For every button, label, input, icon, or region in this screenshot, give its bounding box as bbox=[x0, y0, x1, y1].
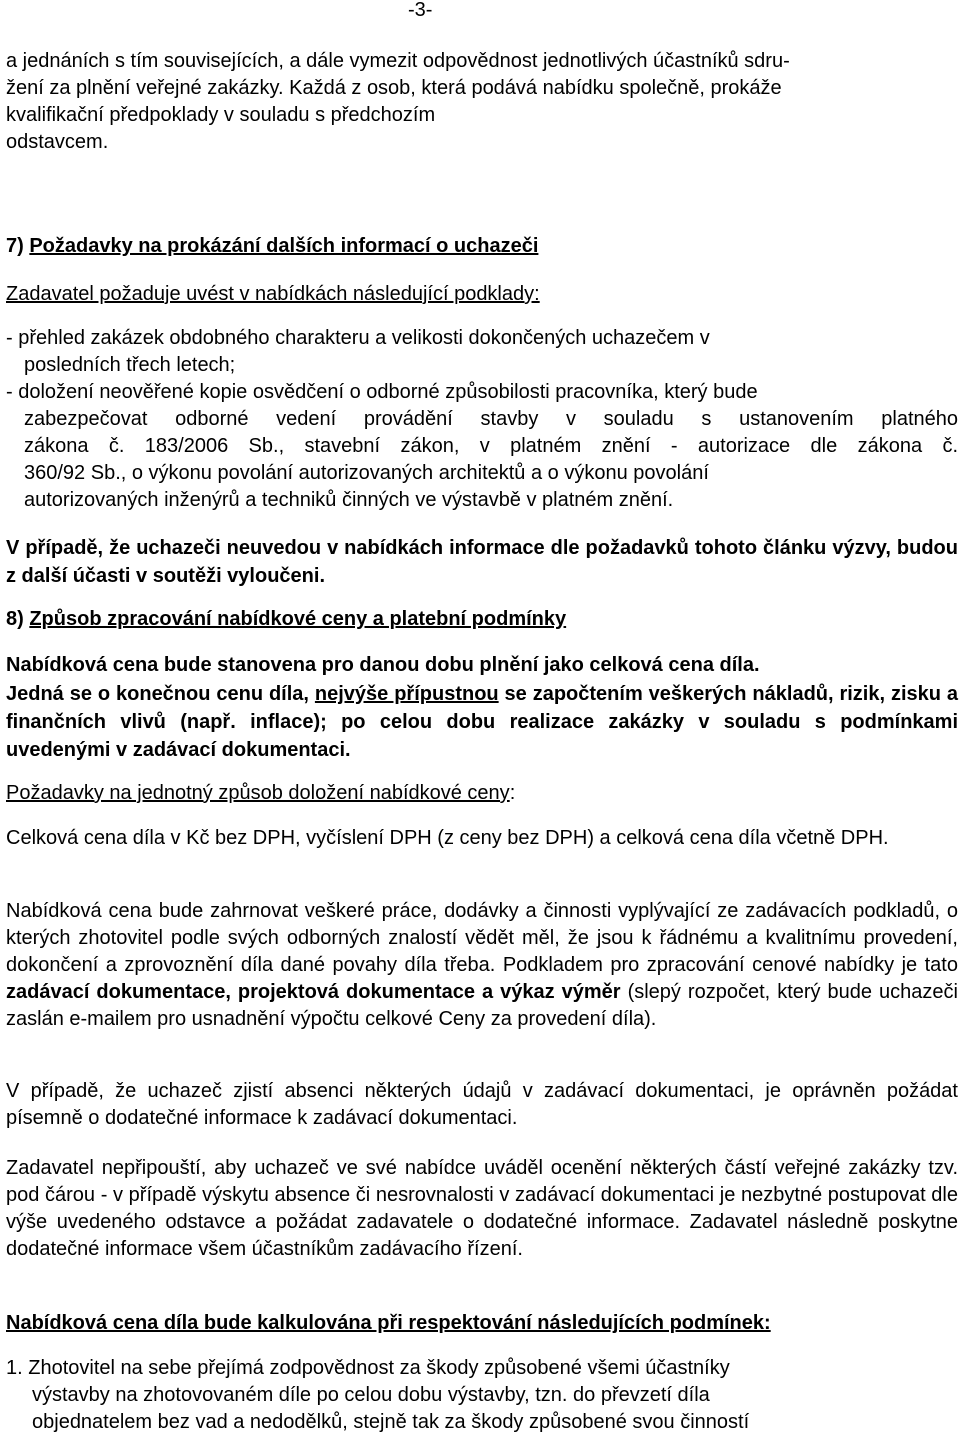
intro-line: odstavcem. bbox=[6, 131, 109, 153]
text-run-underlined: nejvýše přípustnou bbox=[314, 683, 499, 705]
price-requirements-title bbox=[6, 780, 958, 807]
below-line-paragraph: Zadavatel nepřipouští, aby uchazeč ve své nabídce uváděl ocenění některých částí veřejné zakázky tzv. pod čárou - v případě výskytu absence či nesrovnalosti v zadávací dokumentaci je nezbytné postupovat dle výše uvedeného odstavce a požádat zadavatele o dodatečné informace. Zadavatel následně poskytne dodatečné informace všem účastníkům zadávacího řízení. bbox=[6, 1157, 958, 1260]
price-requirements-text: Celková cena díla v Kč bez DPH, vyčíslení DPH (z ceny bez DPH) a celková cena díla včetně DPH. bbox=[6, 827, 889, 849]
missing-data-paragraph: V případě, že uchazeč zjistí absenci některých údajů v zadávací dokumentaci, je oprávněn požádat písemně o dodatečné informace k zadávací dokumentaci. bbox=[6, 1080, 958, 1129]
section-7 bbox=[6, 233, 958, 260]
text-run-underlined: Požadavky na jednotný způsob doložení nabídkové ceny bbox=[6, 782, 510, 804]
section-number: 7) bbox=[6, 235, 30, 257]
section-title: Požadavky na prokázání dalších informací o uchazeči bbox=[29, 235, 539, 257]
section-number: 8) bbox=[6, 608, 30, 630]
page-number: -3- bbox=[408, 0, 433, 21]
intro-paragraph bbox=[6, 48, 958, 156]
calculation-conditions-title: Nabídková cena díla bude kalkulována při respektování následujících podmínek: bbox=[6, 1312, 771, 1334]
list-item-cont: zabezpečovat odborné vedení provádění stavby v souladu s ustanovením platného bbox=[24, 408, 958, 430]
intro-line: a jednáních s tím souvisejících, a dále vymezit odpovědnost jednotlivých účastníků sdru- bbox=[6, 50, 790, 72]
price-scope-paragraph bbox=[6, 898, 958, 1033]
section-title: Způsob zpracování nabídkové ceny a platební podmínky bbox=[29, 608, 567, 630]
conditions-list bbox=[6, 1355, 958, 1436]
list-item: 1. Zhotovitel na sebe přejímá zodpovědnost za škody způsobené všemi účastníky bbox=[6, 1357, 730, 1379]
subtitle-text: Zadavatel požaduje uvést v nabídkách následující podklady: bbox=[6, 283, 540, 305]
final-price-paragraph bbox=[6, 680, 958, 764]
requirements-list bbox=[6, 325, 958, 514]
text-run: : bbox=[509, 782, 516, 804]
text-run: se započtením veškerých nákladů, rizik, zisku a finančních vlivů (např. inflace); po celou dobu realizace zakázky v souladu s podmínkami uvedenými v zadávací dokumentaci. bbox=[6, 683, 959, 761]
price-statement: Nabídková cena bude stanovena pro danou dobu plnění jako celková cena díla. bbox=[6, 654, 760, 676]
intro-line: kvalifikační předpoklady v souladu s předchozím bbox=[6, 104, 436, 126]
text-run: (slepý rozpočet, který bude uchazeči zaslán e-mailem pro usnadnění výpočtu celkové Ceny za provedení díla). bbox=[6, 981, 958, 1030]
list-item-cont: posledních třech letech; bbox=[24, 354, 236, 376]
exclusion-warning: V případě, že uchazeči neuvedou v nabídkách informace dle požadavků tohoto článku výzvy, budou z další účasti v soutěži vyloučeni. bbox=[6, 537, 958, 587]
section-7-subtitle bbox=[6, 281, 958, 308]
intro-line: žení za plnění veřejné zakázky. Každá z osob, která podává nabídku společně, prokáže bbox=[6, 77, 782, 99]
list-item-cont: 360/92 Sb., o výkonu povolání autorizovaných architektů a o výkonu povolání bbox=[24, 462, 709, 484]
section-7-heading bbox=[6, 233, 958, 260]
text-run: Nabídková cena bude zahrnovat veškeré práce, dodávky a činnosti vyplývající ze zadávacích podkladů, o kterých zhotovitel podle svých odborných znalostí vědět měl, že jsou k řádnému a kvalitnímu provedení, dokončení a zprovoznění díla dané povahy díla třeba. Podkladem pro zpracování cenové nabídky je tato bbox=[6, 900, 958, 976]
section-8-heading bbox=[6, 606, 958, 633]
list-item-cont: autorizovaných inženýrů a techniků činných ve výstavbě v platném znění. bbox=[24, 489, 674, 511]
list-item-cont: zákona č. 183/2006 Sb., stavební zákon, v platném znění - autorizace dle zákona č. bbox=[24, 435, 958, 457]
list-item-cont: výstavby na zhotovovaném díle po celou dobu výstavby, tzn. do převzetí díla bbox=[32, 1384, 710, 1406]
list-item: - přehled zakázek obdobného charakteru a velikosti dokončených uchazečem v bbox=[6, 327, 710, 349]
text-run: Jedná se o konečnou cenu díla, bbox=[6, 683, 315, 705]
text-run-bold: zadávací dokumentace, projektová dokumentace a výkaz výměr bbox=[6, 981, 621, 1003]
list-item: - doložení neověřené kopie osvědčení o odborné způsobilosti pracovníka, který bude bbox=[6, 381, 758, 403]
list-item-cont: objednatelem bez vad a nedodělků, stejně tak za škody způsobené svou činností bbox=[32, 1411, 750, 1433]
